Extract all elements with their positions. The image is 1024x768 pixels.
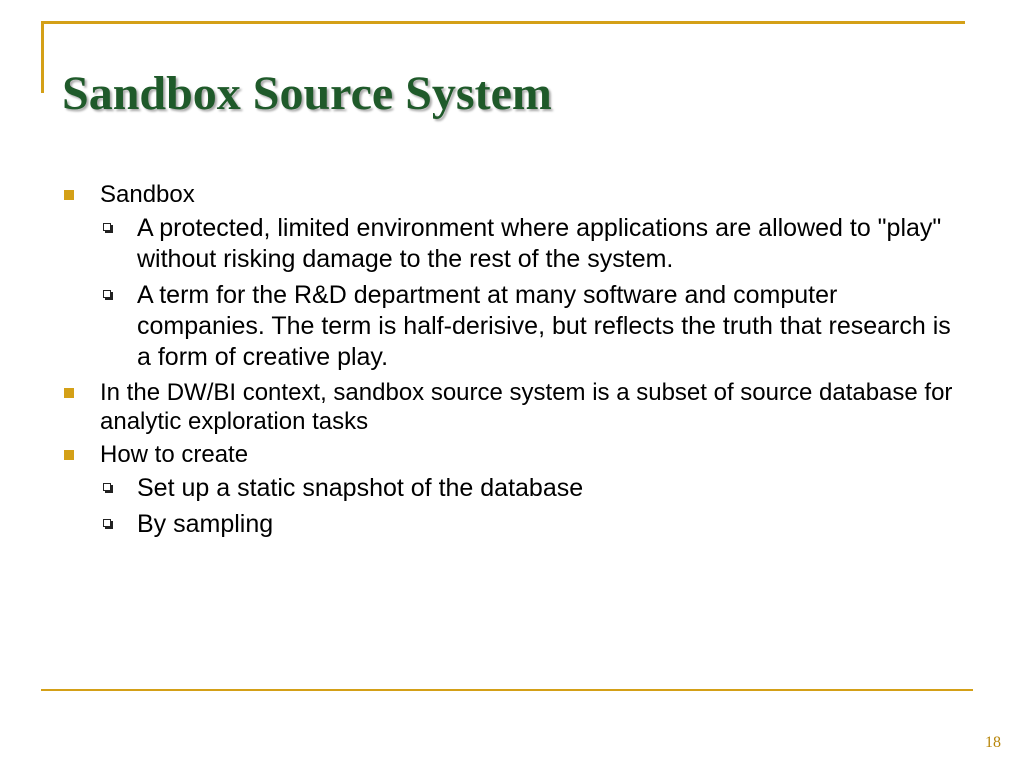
square-bullet-icon xyxy=(64,190,74,200)
hollow-square-bullet-icon xyxy=(103,483,111,491)
frame-left-line xyxy=(41,21,44,93)
square-bullet-icon xyxy=(64,450,74,460)
sub-bullet-item xyxy=(60,280,960,373)
bullet-item xyxy=(60,440,960,469)
page-number: 18 xyxy=(985,734,1001,751)
hollow-square-bullet-icon xyxy=(103,223,111,231)
bullet-item xyxy=(60,180,960,209)
bullet-text: How to create xyxy=(100,441,249,468)
bullet-text: In the DW/BI context, sandbox source system is a subset of source database for analytic exploration tasks xyxy=(100,379,953,435)
sub-bullet-text: A term for the R&D department at many software and computer companies. The term is half-derisive, but reflects the truth that research is a form of creative play. xyxy=(137,281,951,371)
sub-bullet-item xyxy=(60,213,960,275)
bullet-text: Sandbox xyxy=(100,181,195,208)
slide-body xyxy=(60,180,960,545)
hollow-square-bullet-icon xyxy=(103,290,111,298)
footer-rule xyxy=(41,689,973,691)
sub-bullet-item xyxy=(60,473,960,504)
square-bullet-icon xyxy=(64,388,74,398)
slide-title: Sandbox Source System xyxy=(62,67,552,120)
hollow-square-bullet-icon xyxy=(103,519,111,527)
bullet-item xyxy=(60,378,960,436)
sub-bullet-text: A protected, limited environment where applications are allowed to "play" without risking damage to the rest of the system. xyxy=(137,214,942,273)
sub-bullet-item xyxy=(60,509,960,540)
frame-top-line xyxy=(41,21,965,24)
sub-bullet-text: Set up a static snapshot of the database xyxy=(137,474,584,502)
sub-bullet-text: By sampling xyxy=(137,510,274,538)
